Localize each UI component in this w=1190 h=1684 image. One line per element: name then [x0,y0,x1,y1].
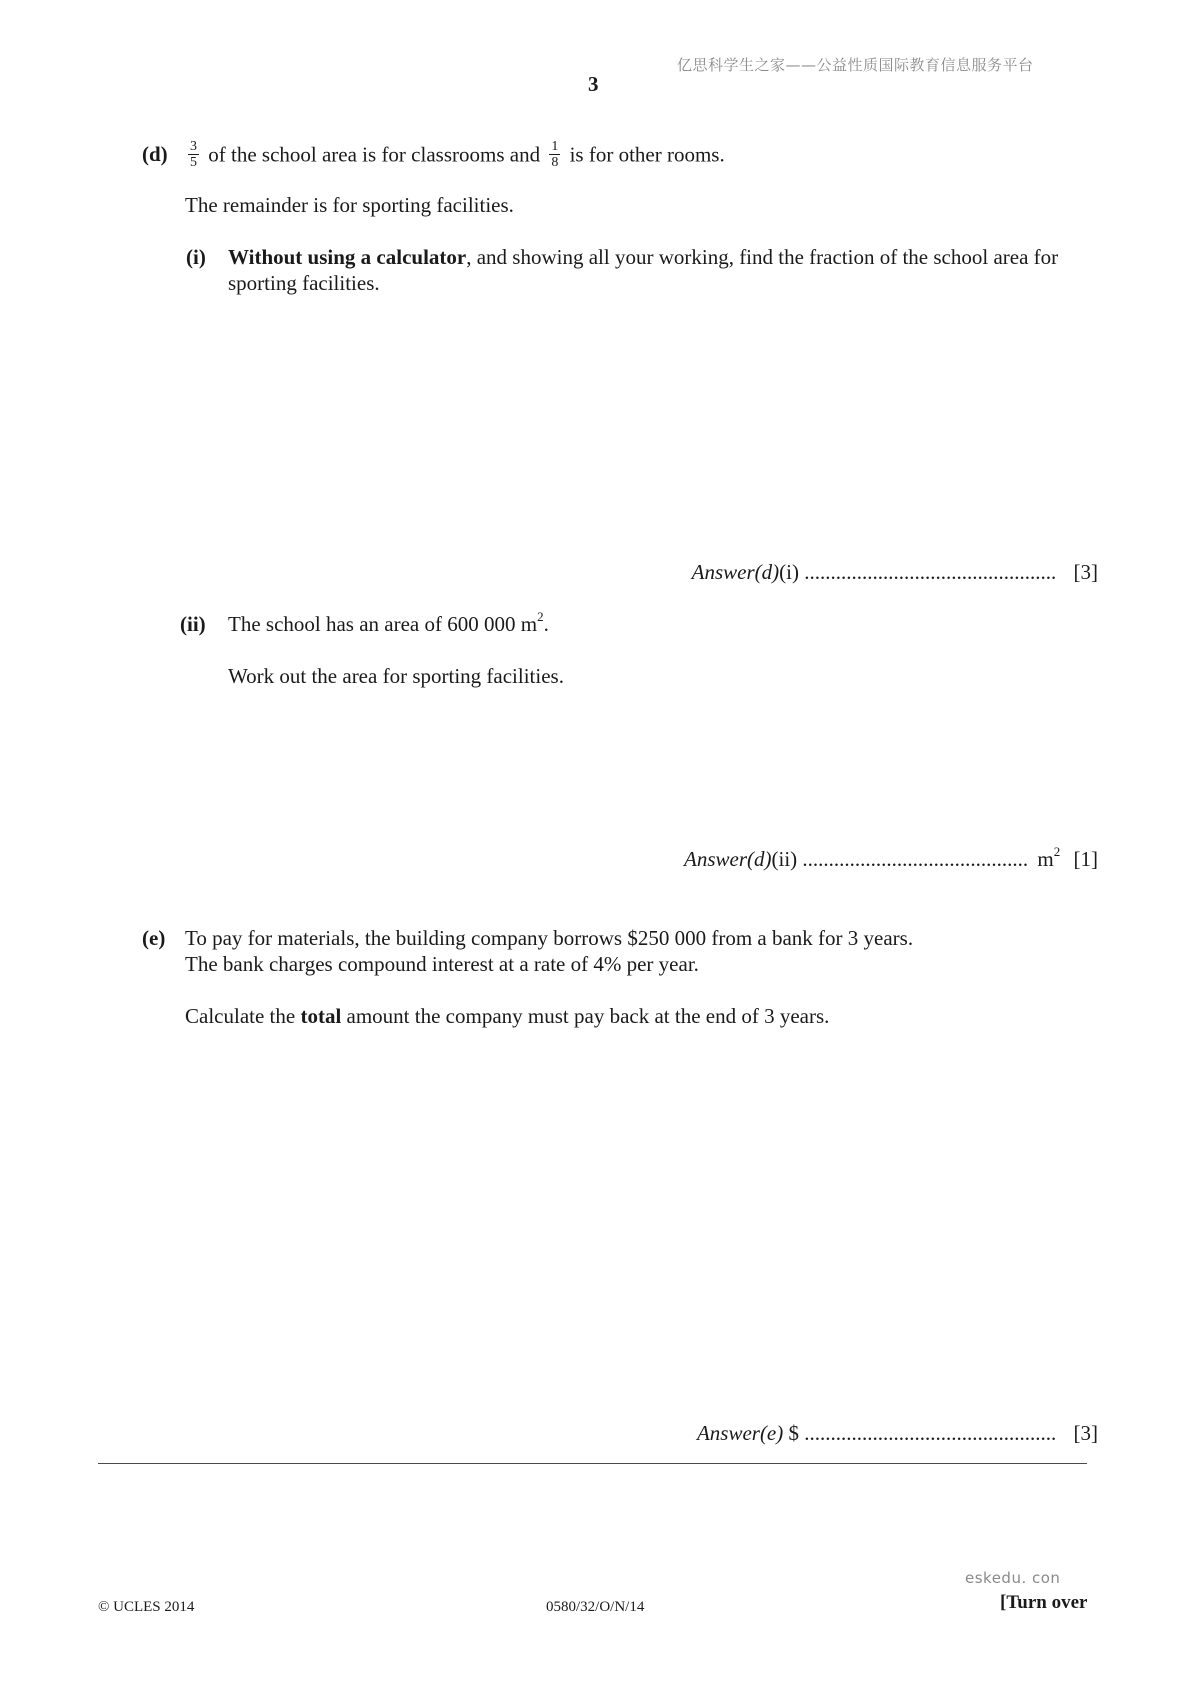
part-e-label: (e) [142,926,166,950]
answer-d-i-blank[interactable]: ................................................ [804,560,1057,584]
part-d-i-line2: sporting facilities. [228,271,380,295]
part-d-ii-line2: Work out the area for sporting facilities. [228,664,564,688]
part-d-i-label: (i) [186,245,206,269]
part-e-line2: The bank charges compound interest at a rate of 4% per year. [185,952,699,976]
part-d-ii-label: (ii) [180,612,206,636]
answer-e: Answer(e) $ ................................................ [3] [696,1421,1098,1445]
part-d-i-line1: Without using a calculator, and showing all your working, find the fraction of the school area for [228,245,1059,269]
turn-over: [Turn over [1000,1592,1088,1613]
part-d-label: (d) [142,142,168,166]
part-d-remainder: The remainder is for sporting facilities. [185,193,514,217]
part-e-line3: Calculate the total amount the company must pay back at the end of 3 years. [185,1004,830,1028]
fraction-one-eighth: $\frac{1}{8}$ [551,139,559,170]
answer-d-ii-unit: $m^2$ [1037,844,1061,871]
answer-e-marks: [3] [1073,1421,1098,1445]
part-d-ii-line1: The school has an area of 600 000 $m^2$. [228,609,549,636]
page-number: 3 [588,72,599,96]
answer-d-i-marks: [3] [1073,560,1098,584]
copyright: © UCLES 2014 [98,1599,195,1615]
footer-watermark: eskedu. con [965,1569,1061,1587]
paper-code: 0580/32/O/N/14 [546,1599,645,1615]
footer-divider [98,1463,1087,1464]
header-watermark: 亿思科学生之家——公益性质国际教育信息服务平台 [677,56,1034,74]
part-e-line1: To pay for materials, the building company borrows $250 000 from a bank for 3 years. [185,926,914,950]
answer-d-i: Answer(d)(i) ................................................ [3] [691,560,1098,584]
answer-d-ii-marks: [1] [1073,847,1098,871]
answer-d-ii: Answer(d)(ii) ........................................... $m^2$ [1] [684,844,1098,871]
part-d-question: $\frac{3}{5}$ of the school area is for classrooms and $\frac{1}{8}$ is for other rooms. [190,139,725,170]
answer-e-blank[interactable]: ................................................ [804,1421,1057,1445]
fraction-three-fifths: $\frac{3}{5}$ [190,139,197,170]
answer-d-ii-blank[interactable]: ........................................... [802,847,1029,871]
